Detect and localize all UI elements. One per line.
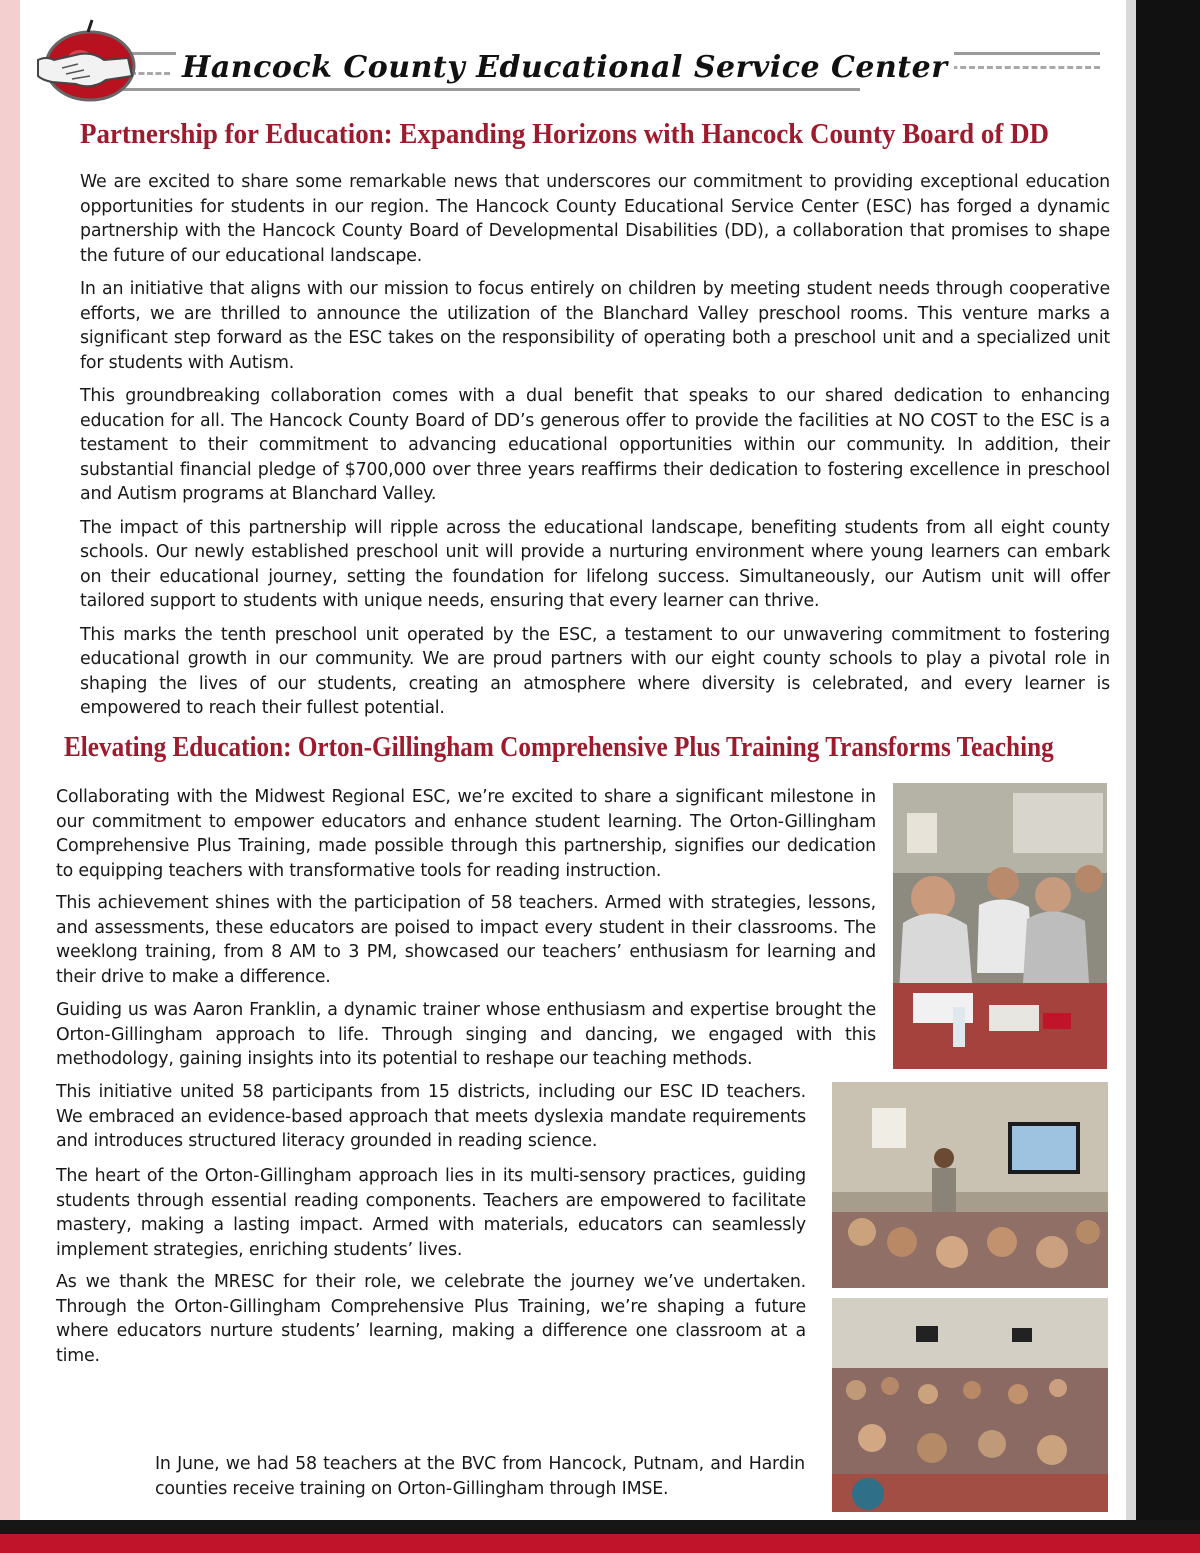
section2-paragraph: This achievement shines with the participation of 58 teachers. Armed with strategies, lessons, and assessments, these educators are poised to impact every student in their classrooms. The weeklong training, from 8 AM to 3 PM, showcased our teachers’ enthusiasm for learning and their drive to make a difference. xyxy=(56,893,876,987)
section2-paragraph: The heart of the Orton-Gillingham approach lies in its multi-sensory practices, guiding students through essential reading components. Teachers are empowered to facilitate mastery, making a lasting impact. Armed with materials, educators can seamlessly implement strategies, enriching students’ lives. xyxy=(56,1166,806,1260)
footer-red-band xyxy=(0,1534,1200,1553)
training-photo-teachers xyxy=(893,783,1107,1069)
left-pink-band xyxy=(0,0,20,1520)
section2-paragraph: This initiative united 58 participants from 15 districts, including our ESC ID teachers. We embraced an evidence-based approach that meets dyslexia mandate requirements and introduces structured literacy grounded in reading science. xyxy=(56,1082,806,1151)
training-photo-presenter xyxy=(832,1082,1108,1288)
section1-paragraph: This groundbreaking collaboration comes with a dual benefit that speaks to our shared dedication to enhancing education for all. The Hancock County Board of DD’s generous offer to provide the facilities at NO COST to the ESC is a testament to their commitment to advancing educational opportunities within our community. In addition, their substantial financial pledge of $700,000 over three years reaffirms their dedication to fostering excellence in preschool and Autism programs at Blanchard Valley. xyxy=(80,386,1110,504)
header-rule-bottom xyxy=(120,88,860,91)
section1-paragraph: In an initiative that aligns with our mission to focus entirely on children by meeting student needs through cooperative efforts, we are thrilled to announce the utilization of the Blanchard Valley preschool rooms. This venture marks a significant step forward as the ESC takes on the responsibility of operating both a preschool unit and a specialized unit for students with Autism. xyxy=(80,279,1110,373)
section1-paragraph: The impact of this partnership will ripple across the educational landscape, benefiting students from all eight county schools. Our newly established preschool unit will provide a nurturing environment where young learners can embark on their educational journey, setting the foundation for lifelong success. Simultaneously, our Autism unit will offer tailored support to students with unique needs, ensuring that every learner can thrive. xyxy=(80,517,1110,611)
section2-paragraph: Guiding us was Aaron Franklin, a dynamic trainer whose enthusiasm and expertise brought the Orton-Gillingham approach to life. Through singing and dancing, we engaged with this methodology, gaining insights into its potential to reshape our teaching methods. xyxy=(56,1000,876,1069)
apple-handshake-icon xyxy=(32,18,138,104)
section1-heading: Partnership for Education: Expanding Horizons with Hancock County Board of DD xyxy=(80,118,1050,150)
footer-dark-band xyxy=(0,1520,1200,1534)
section2-paragraph: Collaborating with the Midwest Regional ESC, we’re excited to share a significant milestone in our commitment to empower educators and enhance student learning. The Orton-Gillingham Comprehensive Plus Training, made possible through this partnership, signifies our dedication to equipping teachers with transformative tools for reading instruction. xyxy=(56,787,876,881)
right-dark-band xyxy=(1126,0,1200,1520)
photo-caption: In June, we had 58 teachers at the BVC from Hancock, Putnam, and Hardin counties receive training on Orton-Gillingham through IMSE. xyxy=(155,1454,805,1499)
section2-heading: Elevating Education: Orton-Gillingham Comprehensive Plus Training Transforms Teaching xyxy=(64,732,1054,763)
section2-paragraph: As we thank the MRESC for their role, we celebrate the journey we’ve undertaken. Through the Orton-Gillingham Comprehensive Plus Training, we’re shaping a future where educators nurture students’ learning, making a difference one classroom at a time. xyxy=(56,1272,806,1366)
section1-body xyxy=(80,170,1110,730)
section1-paragraph: We are excited to share some remarkable news that underscores our commitment to providing exceptional education opportunities for students in our region. The Hancock County Educational Service Center (ESC) has forged a dynamic partnership with the Hancock County Board of Developmental Disabilities (DD), a collaboration that promises to shape the future of our educational landscape. xyxy=(80,172,1110,266)
training-photo-room xyxy=(832,1298,1108,1512)
org-title: Hancock County Educational Service Center xyxy=(176,50,954,85)
section1-paragraph: This marks the tenth preschool unit operated by the ESC, a testament to our unwavering commitment to fostering educational growth in our community. We are proud partners with our eight county schools to play a pivotal role in shaping the lives of our students, creating an atmosphere where diversity is celebrated, and every learner is empowered to reach their fullest potential. xyxy=(80,624,1110,718)
